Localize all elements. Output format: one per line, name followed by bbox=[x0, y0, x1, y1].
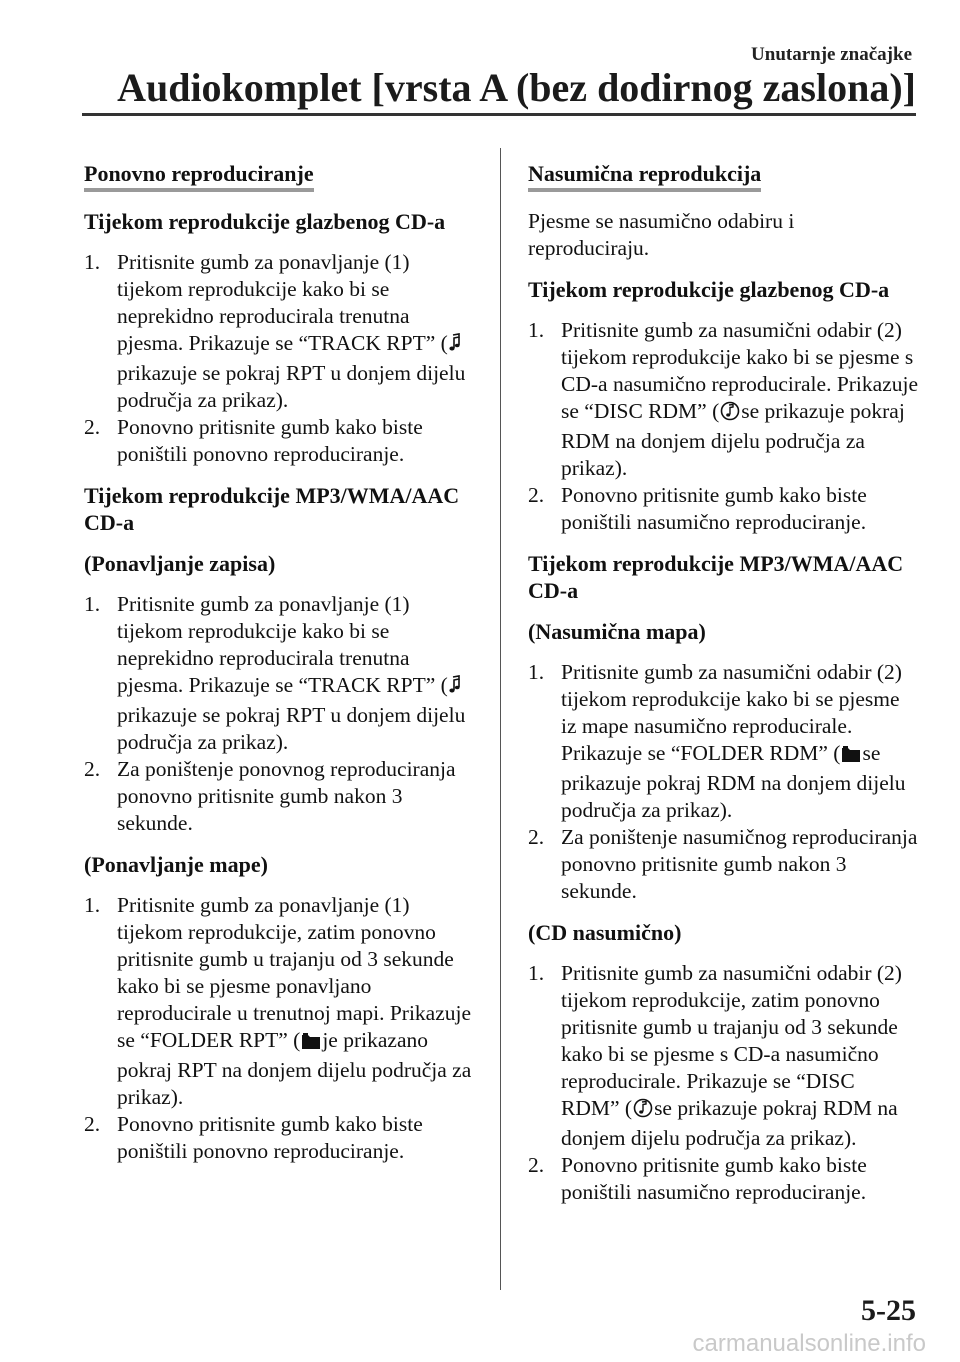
page-number: 5-25 bbox=[861, 1294, 916, 1327]
subheading-disc-random: (CD nasumično) bbox=[528, 920, 682, 945]
column-divider bbox=[500, 148, 501, 1290]
disc-note-icon bbox=[633, 1098, 653, 1125]
folder-icon bbox=[841, 743, 861, 770]
right-column bbox=[528, 160, 918, 1220]
subheading-music-cd: Tijekom reprodukcije glazbenog CD-a bbox=[84, 209, 446, 234]
left-column bbox=[84, 160, 479, 1179]
list-item: 2. Za poništenje nasumičnog reproduciranja ponovno pritisnite gumb nakon 3 sekunde. bbox=[528, 825, 918, 903]
steps-music-cd-random bbox=[528, 317, 918, 536]
steps-music-cd-repeat bbox=[84, 249, 479, 468]
list-item: 2. Ponovno pritisnite gumb kako biste poništili nasumično reproduciranje. bbox=[528, 1153, 867, 1204]
steps-folder-repeat bbox=[84, 892, 479, 1165]
list-item: 2. Za poništenje ponovnog reproduciranja ponovno pritisnite gumb nakon 3 sekunde. bbox=[84, 757, 456, 835]
list-item: 1. Pritisnite gumb za nasumični odabir (2) tijekom reprodukcije kako bi se pjesme s CD-a nasumično reproducirale. Prikazuje se “DISC RDM” ( se prikazuje pokraj RDM na donjem dijelu područja za prikaz). bbox=[528, 318, 919, 480]
steps-track-repeat bbox=[84, 591, 479, 837]
steps-disc-random bbox=[528, 960, 918, 1206]
list-item: 1. Pritisnite gumb za nasumični odabir (2) tijekom reprodukcije, zatim ponovno pritisnite gumb u trajanju od 3 sekunde kako bi se pjesme s CD-a nasumično reproducirale. Prikazuje se “DISC RDM” ( se prikazuje pokraj RDM na donjem dijelu područja za prikaz). bbox=[528, 961, 902, 1150]
list-item: 1. Pritisnite gumb za ponavljanje (1) tijekom reprodukcije, zatim ponovno pritisnite gumb u trajanju od 3 sekunde kako bi se pjesme ponavljano reproducirale u trenutnoj mapi. Prikazuje se “FOLDER RPT” ( je prikazano pokraj RPT na donjem dijelu područja za prikaz). bbox=[84, 893, 472, 1109]
list-item: 1. Pritisnite gumb za nasumični odabir (2) tijekom reprodukcije kako bi se pjesme iz mape nasumično reproducirale. Prikazuje se “FOLDER RDM” ( se prikazuje pokraj RDM na donjem dijelu područja za prikaz). bbox=[528, 660, 906, 822]
steps-folder-random bbox=[528, 659, 918, 905]
subheading-mp3-cd: Tijekom reprodukcije MP3/WMA/AAC CD-a bbox=[528, 551, 904, 603]
list-item: 2. Ponovno pritisnite gumb kako biste poništili ponovno reproduciranje. bbox=[84, 415, 423, 466]
music-note-icon bbox=[449, 333, 461, 360]
folder-icon bbox=[301, 1030, 321, 1057]
list-item: 1. Pritisnite gumb za ponavljanje (1) tijekom reprodukcije kako bi se neprekidno reproducirala trenutna pjesma. Prikazuje se “TRACK RPT” (prikazuje se pokraj RPT u donjem dijelu područja za prikaz). bbox=[84, 592, 466, 754]
chapter-subtitle: Unutarnje značajke bbox=[751, 44, 912, 65]
watermark: carmanualsonline.info bbox=[692, 1330, 926, 1357]
subheading-mp3-cd: Tijekom reprodukcije MP3/WMA/AAC CD-a bbox=[84, 483, 460, 535]
list-item: 1. Pritisnite gumb za ponavljanje (1) tijekom reprodukcije kako bi se neprekidno reproducirala trenutna pjesma. Prikazuje se “TRACK RPT” (prikazuje se pokraj RPT u donjem dijelu područja za prikaz). bbox=[84, 250, 466, 412]
intro-text: Pjesme se nasumično odabiru i reproduciraju. bbox=[528, 209, 795, 260]
subheading-track-repeat: (Ponavljanje zapisa) bbox=[84, 551, 276, 576]
section-title-repeat: Ponovno reproduciranje bbox=[84, 160, 314, 192]
disc-note-icon bbox=[720, 401, 740, 428]
subheading-music-cd: Tijekom reprodukcije glazbenog CD-a bbox=[528, 277, 890, 302]
header-rule bbox=[82, 113, 916, 116]
subheading-folder-repeat: (Ponavljanje mape) bbox=[84, 852, 268, 877]
subheading-folder-random: (Nasumična mapa) bbox=[528, 619, 706, 644]
music-note-icon bbox=[449, 675, 461, 702]
chapter-title: Audiokomplet [vrsta A (bez dodirnog zaslona)] bbox=[117, 65, 916, 110]
section-title-random: Nasumična reprodukcija bbox=[528, 160, 761, 192]
list-item: 2. Ponovno pritisnite gumb kako biste poništili nasumično reproduciranje. bbox=[528, 483, 867, 534]
list-item: 2. Ponovno pritisnite gumb kako biste poništili ponovno reproduciranje. bbox=[84, 1112, 423, 1163]
